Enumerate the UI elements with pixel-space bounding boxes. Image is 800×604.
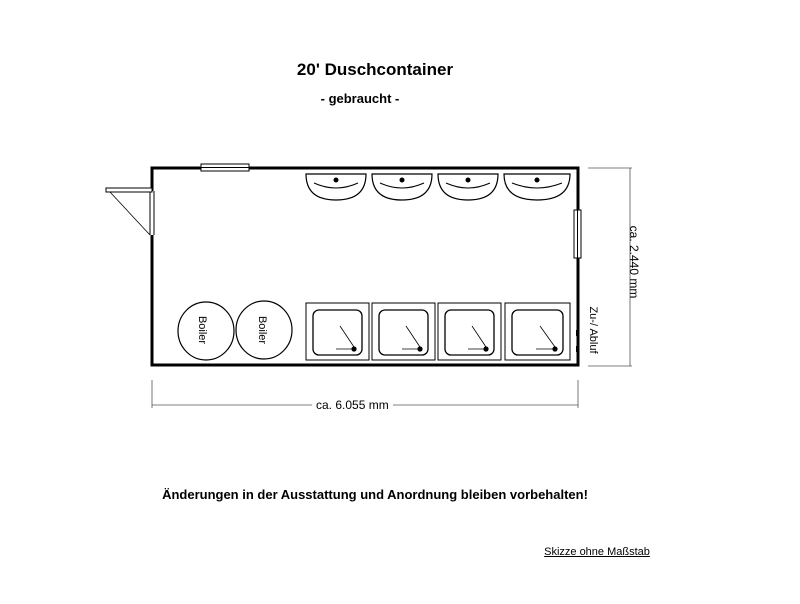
door [106, 188, 156, 235]
shower-1 [306, 303, 369, 360]
disclaimer-note: Änderungen in der Ausstattung und Anordnung bleiben vorbehalten! [162, 487, 588, 502]
width-label: ca. 6.055 mm [312, 398, 393, 412]
sink-3 [438, 174, 498, 200]
page-title: 20' Duschcontainer [296, 60, 454, 79]
boiler-label-1: Boiler [196, 315, 208, 345]
shower-3 [438, 303, 501, 360]
shower-2 [372, 303, 435, 360]
sink-4 [504, 174, 570, 200]
sink-2 [372, 174, 432, 200]
vent-label: Zu-/ Abluf [587, 306, 599, 354]
scale-note: Skizze ohne Maßstab [544, 546, 650, 558]
boiler-label-2: Boiler [256, 315, 268, 345]
shower-4 [505, 303, 570, 360]
page-subtitle: - gebraucht - [320, 91, 400, 106]
sink-1 [306, 174, 366, 200]
height-label: ca. 2.440 mm [627, 225, 641, 299]
